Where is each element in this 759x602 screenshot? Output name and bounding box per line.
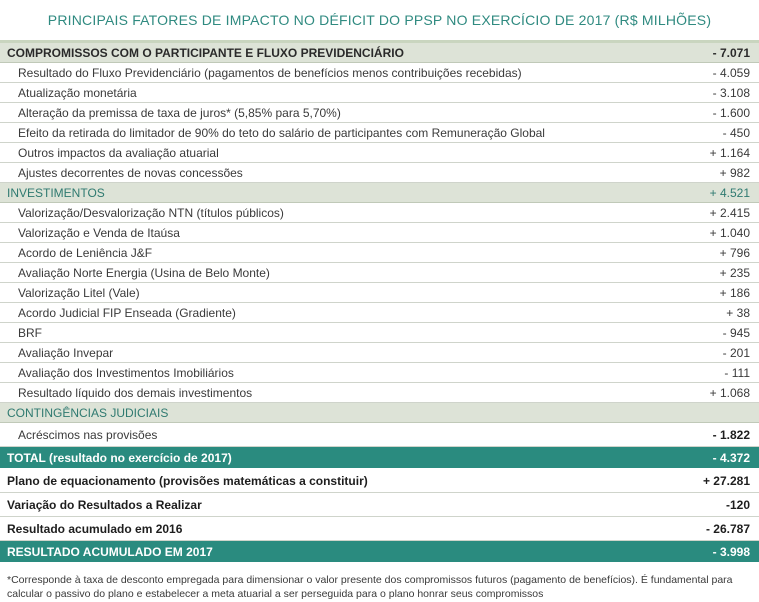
table-row [0,63,759,83]
table-row [0,363,759,383]
total-row [0,447,759,469]
row-label: Resultado líquido dos demais investimentos [18,386,253,400]
table-row [0,423,759,447]
table-row [0,263,759,283]
table-row [0,383,759,403]
table-row [0,203,759,223]
row-label: Acordo de Leniência J&F [18,246,153,260]
row-label: Avaliação Invepar [18,346,114,360]
table-row [0,83,759,103]
table-row [0,103,759,123]
row-value: - 1.600 [712,106,750,120]
variacao-row [0,493,759,517]
acumulado-2017-label: RESULTADO ACUMULADO EM 2017 [7,545,213,559]
table-row [0,283,759,303]
total-value: - 4.372 [712,451,750,465]
table-row [0,243,759,263]
row-label: Resultado do Fluxo Previdenciário (pagamentos de benefícios menos contribuições recebidas) [18,66,522,80]
table-row [0,303,759,323]
row-value: + 1.068 [709,386,750,400]
row-value: + 2.415 [709,206,750,220]
acumulado-2016-row [0,517,759,541]
plano-row [0,469,759,493]
row-value: - 450 [722,126,750,140]
table-row [0,123,759,143]
row-value: - 111 [724,366,750,380]
row-label: Valorização Litel (Vale) [18,286,140,300]
compromissos-rows [0,63,759,183]
acumulado-2017-row [0,541,759,563]
section-value: - 7.071 [712,46,750,60]
row-value: + 235 [719,266,750,280]
row-label: Acréscimos nas provisões [18,428,158,442]
row-value: - 4.059 [712,66,750,80]
plano-label: Plano de equacionamento (provisões matemáticas a constituir) [7,474,368,488]
row-value: + 1.040 [709,226,750,240]
row-label: Avaliação Norte Energia (Usina de Belo Monte) [18,266,270,280]
table-row [0,163,759,183]
row-label: Alteração da premissa de taxa de juros* (5,85% para 5,70%) [18,106,341,120]
acumulado-2016-value: - 26.787 [705,522,750,536]
row-label: Valorização/Desvalorização NTN (títulos públicos) [18,206,284,220]
row-value: - 1.822 [712,428,750,442]
row-value: + 38 [726,306,750,320]
section-label: CONTINGÊNCIAS JUDICIAIS [7,406,169,420]
section-value: + 4.521 [709,186,750,200]
section-header-contingencias [0,403,759,423]
investimentos-rows [0,203,759,403]
row-label: Outros impactos da avaliação atuarial [18,146,219,160]
row-label: Efeito da retirada do limitador de 90% do teto do salário de participantes com Remuneração Global [18,126,545,140]
row-label: Ajustes decorrentes de novas concessões [18,166,243,180]
row-label: Atualização monetária [18,86,137,100]
acumulado-2016-label: Resultado acumulado em 2016 [7,522,183,536]
row-label: Acordo Judicial FIP Enseada (Gradiente) [18,306,236,320]
total-label: TOTAL (resultado no exercício de 2017) [7,451,232,465]
row-value: + 796 [719,246,750,260]
section-header-investimentos [0,183,759,203]
row-value: + 1.164 [709,146,750,160]
row-label: BRF [18,326,42,340]
row-label: Avaliação dos Investimentos Imobiliários [18,366,234,380]
table-row [0,323,759,343]
row-label: Valorização e Venda de Itaúsa [18,226,180,240]
table-title: PRINCIPAIS FATORES DE IMPACTO NO DÉFICIT DO PPSP NO EXERCÍCIO DE 2017 (R$ MILHÕES) [0,0,759,43]
footnote: *Corresponde à taxa de desconto empregada para dimensionar o valor presente dos compromissos futuros (pagamento de benefícios). É fundamental para calcular o passivo do plano e estabelecer a meta atuarial a ser perseguida para o plano honrar seus compromissos [7,574,733,600]
section-header-compromissos [0,43,759,63]
row-value: - 945 [722,326,750,340]
section-label: COMPROMISSOS COM O PARTICIPANTE E FLUXO PREVIDENCIÁRIO [7,46,404,60]
variacao-value: -120 [725,498,750,512]
acumulado-2017-value: - 3.998 [712,545,750,559]
table-row [0,143,759,163]
plano-value: + 27.281 [702,474,750,488]
variacao-label: Variação do Resultados a Realizar [7,498,202,512]
section-label: INVESTIMENTOS [7,186,105,200]
table-row [0,223,759,243]
row-value: + 982 [719,166,750,180]
table-row [0,343,759,363]
row-value: - 3.108 [712,86,750,100]
row-value: + 186 [719,286,750,300]
row-value: - 201 [722,346,750,360]
